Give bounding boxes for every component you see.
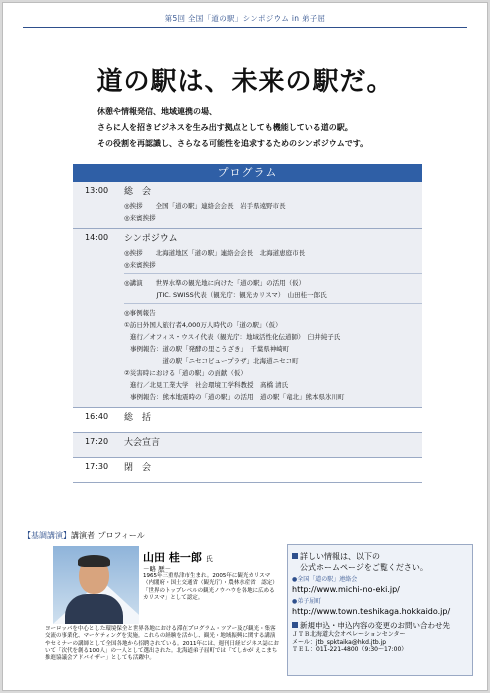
site-link[interactable]: http://www.town.teshikaga.hokkaido.jp/ [292,607,451,616]
site-label: ●全国「道の駅」連絡会 [292,576,358,583]
profile-heading-text: 講演者 プロフィール [71,531,145,540]
program-heading: プログラム [73,164,422,182]
session-detail: ◎来賓挨拶 [124,261,156,269]
keynote-speaker: JTIC. SWISS代表（観光庁：観光カリスマ） 山田桂一郎氏 [124,291,327,299]
program-row-symposium [73,229,422,408]
bio-paragraph: ヨーロッパを中心とした環境保全と世界各地における滞在プログラム・ツアー及び観光・集客交流の事業化、マーケティングを実施。これらの経験を活かし、観光・地域振興に関する講演やセミナーの講師として全国各地から招聘されている。2011年には、週刊日経ビジネス誌において「次代を創る100人」の一人として選出された。北海道弟子屈町では「てしかが えこまち推進協議会アドバイザー」としても活躍中。 [45,626,279,662]
intro-line: 休憩や情報発信、地域連携の場、 [97,107,217,116]
speaker-photo [53,546,139,624]
session-detail: ◎挨拶 全国「道の駅」連絡会会長 岩手県遠野市長 [124,202,286,210]
session-title: シンポジウム [124,234,178,244]
contact-tel: ＴＥＬ：011-221-4800（9:30〜17:00） [292,646,408,653]
speaker-suit [65,594,123,624]
header-divider [23,27,467,28]
case-topic: ①訪日外国人旅行者4,000万人時代の「道の駅」（仮） [124,321,282,329]
info-lead-line: 詳しい情報は、以下の [300,552,380,561]
flyer-page [2,2,488,691]
intro-text [97,104,437,152]
session-detail: ◎挨拶 北海道地区「道の駅」連絡会会長 北海道恵庭市長 [124,249,306,257]
keynote-title: ◎講演 世界水準の観光地に向けた「道の駅」の活用（仮） [124,279,306,287]
intro-line: さらに人を招きビジネスを生み出す拠点としても機能している道の駅。 [97,123,353,132]
session-title: 閉 会 [124,463,152,473]
program-row-closing [73,458,422,483]
square-bullet-icon [292,622,298,628]
session-title: 総 会 [124,187,152,197]
speaker-honorific: 氏 [205,555,213,563]
case-detail: 道の駅「ニセコビュープラザ」北海道ニセコ町 [130,357,299,365]
speaker-name [143,549,213,565]
page-title: 道の駅は、未来の駅だ。 [96,67,394,97]
info-lead [288,545,472,573]
info-lead-line: 公式ホームページをご覧ください。 [300,563,428,572]
case-detail: 進行／北見工業大学 社会環境工学科教授 髙橋 清氏 [130,381,289,389]
contact-heading [288,621,472,631]
square-bullet-icon [292,553,298,559]
contact-mail[interactable]: メール：jtb_spktaika@hkd.jtb.jp [292,638,387,646]
contact-org: ＪＴＢ北海道大会オペレーションセンター [292,631,406,638]
header-bar [3,3,487,27]
site-label: ●弟子屈町 [292,598,322,605]
case-detail: 進行／オフィス・ウスイ代表（観光庁：地域活性化伝道師） 臼井純子氏 [130,333,341,341]
speaker-name-text: 山田 桂一郎 [143,551,202,564]
session-time: 16:40 [85,412,109,421]
intro-line: その役割を再認識し、さらなる可能性を追求するためのシンポジウムです。 [97,139,369,148]
session-time: 14:00 [85,233,109,242]
speaker-hair [78,555,110,567]
session-time: 13:00 [85,186,109,195]
session-time: 17:30 [85,462,109,471]
bio-heading: －略 歴－ [143,565,172,573]
case-report-label: ◎事例報告 [124,309,156,317]
event-series-label: 第5回 全国「道の駅」シンポジウム in 弟子屈 [164,14,326,23]
profile-heading-bracket: 【基調講演】 [23,531,71,540]
info-box [287,544,473,676]
case-detail: 事例報告：熊本地震時の「道の駅」の活用 道の駅「竜北」熊本県氷川町 [130,393,345,401]
session-title: 大会宣言 [124,438,161,448]
program-row-summary [73,408,422,433]
session-time: 17:20 [85,437,109,446]
site-link[interactable]: http://www.michi-no-eki.jp/ [292,585,400,594]
session-detail: ◎来賓挨拶 [124,214,156,222]
program-row-declaration [73,433,422,458]
case-detail: 事例報告：道の駅「発酵の里こうざき」 千葉県神崎町 [130,345,290,353]
session-title: 総 括 [124,413,152,423]
profile-heading [23,530,145,541]
contact-heading-text: 新規申込・申込内容の変更のお問い合わせ先 [300,621,450,630]
program-table [73,182,422,483]
bio-paragraph: 1965年三重県津市生まれ。2005年に観光カリスマ（内閣府・国土交通省（観光庁）・農林水産省 認定）「世界のトップレベルの観光ノウハウを各地に広めるカリスマ」として認定。 [143,573,278,601]
case-topic: ②災害時における「道の駅」の貢献（仮） [124,369,247,377]
program-row-general-meeting [73,182,422,229]
